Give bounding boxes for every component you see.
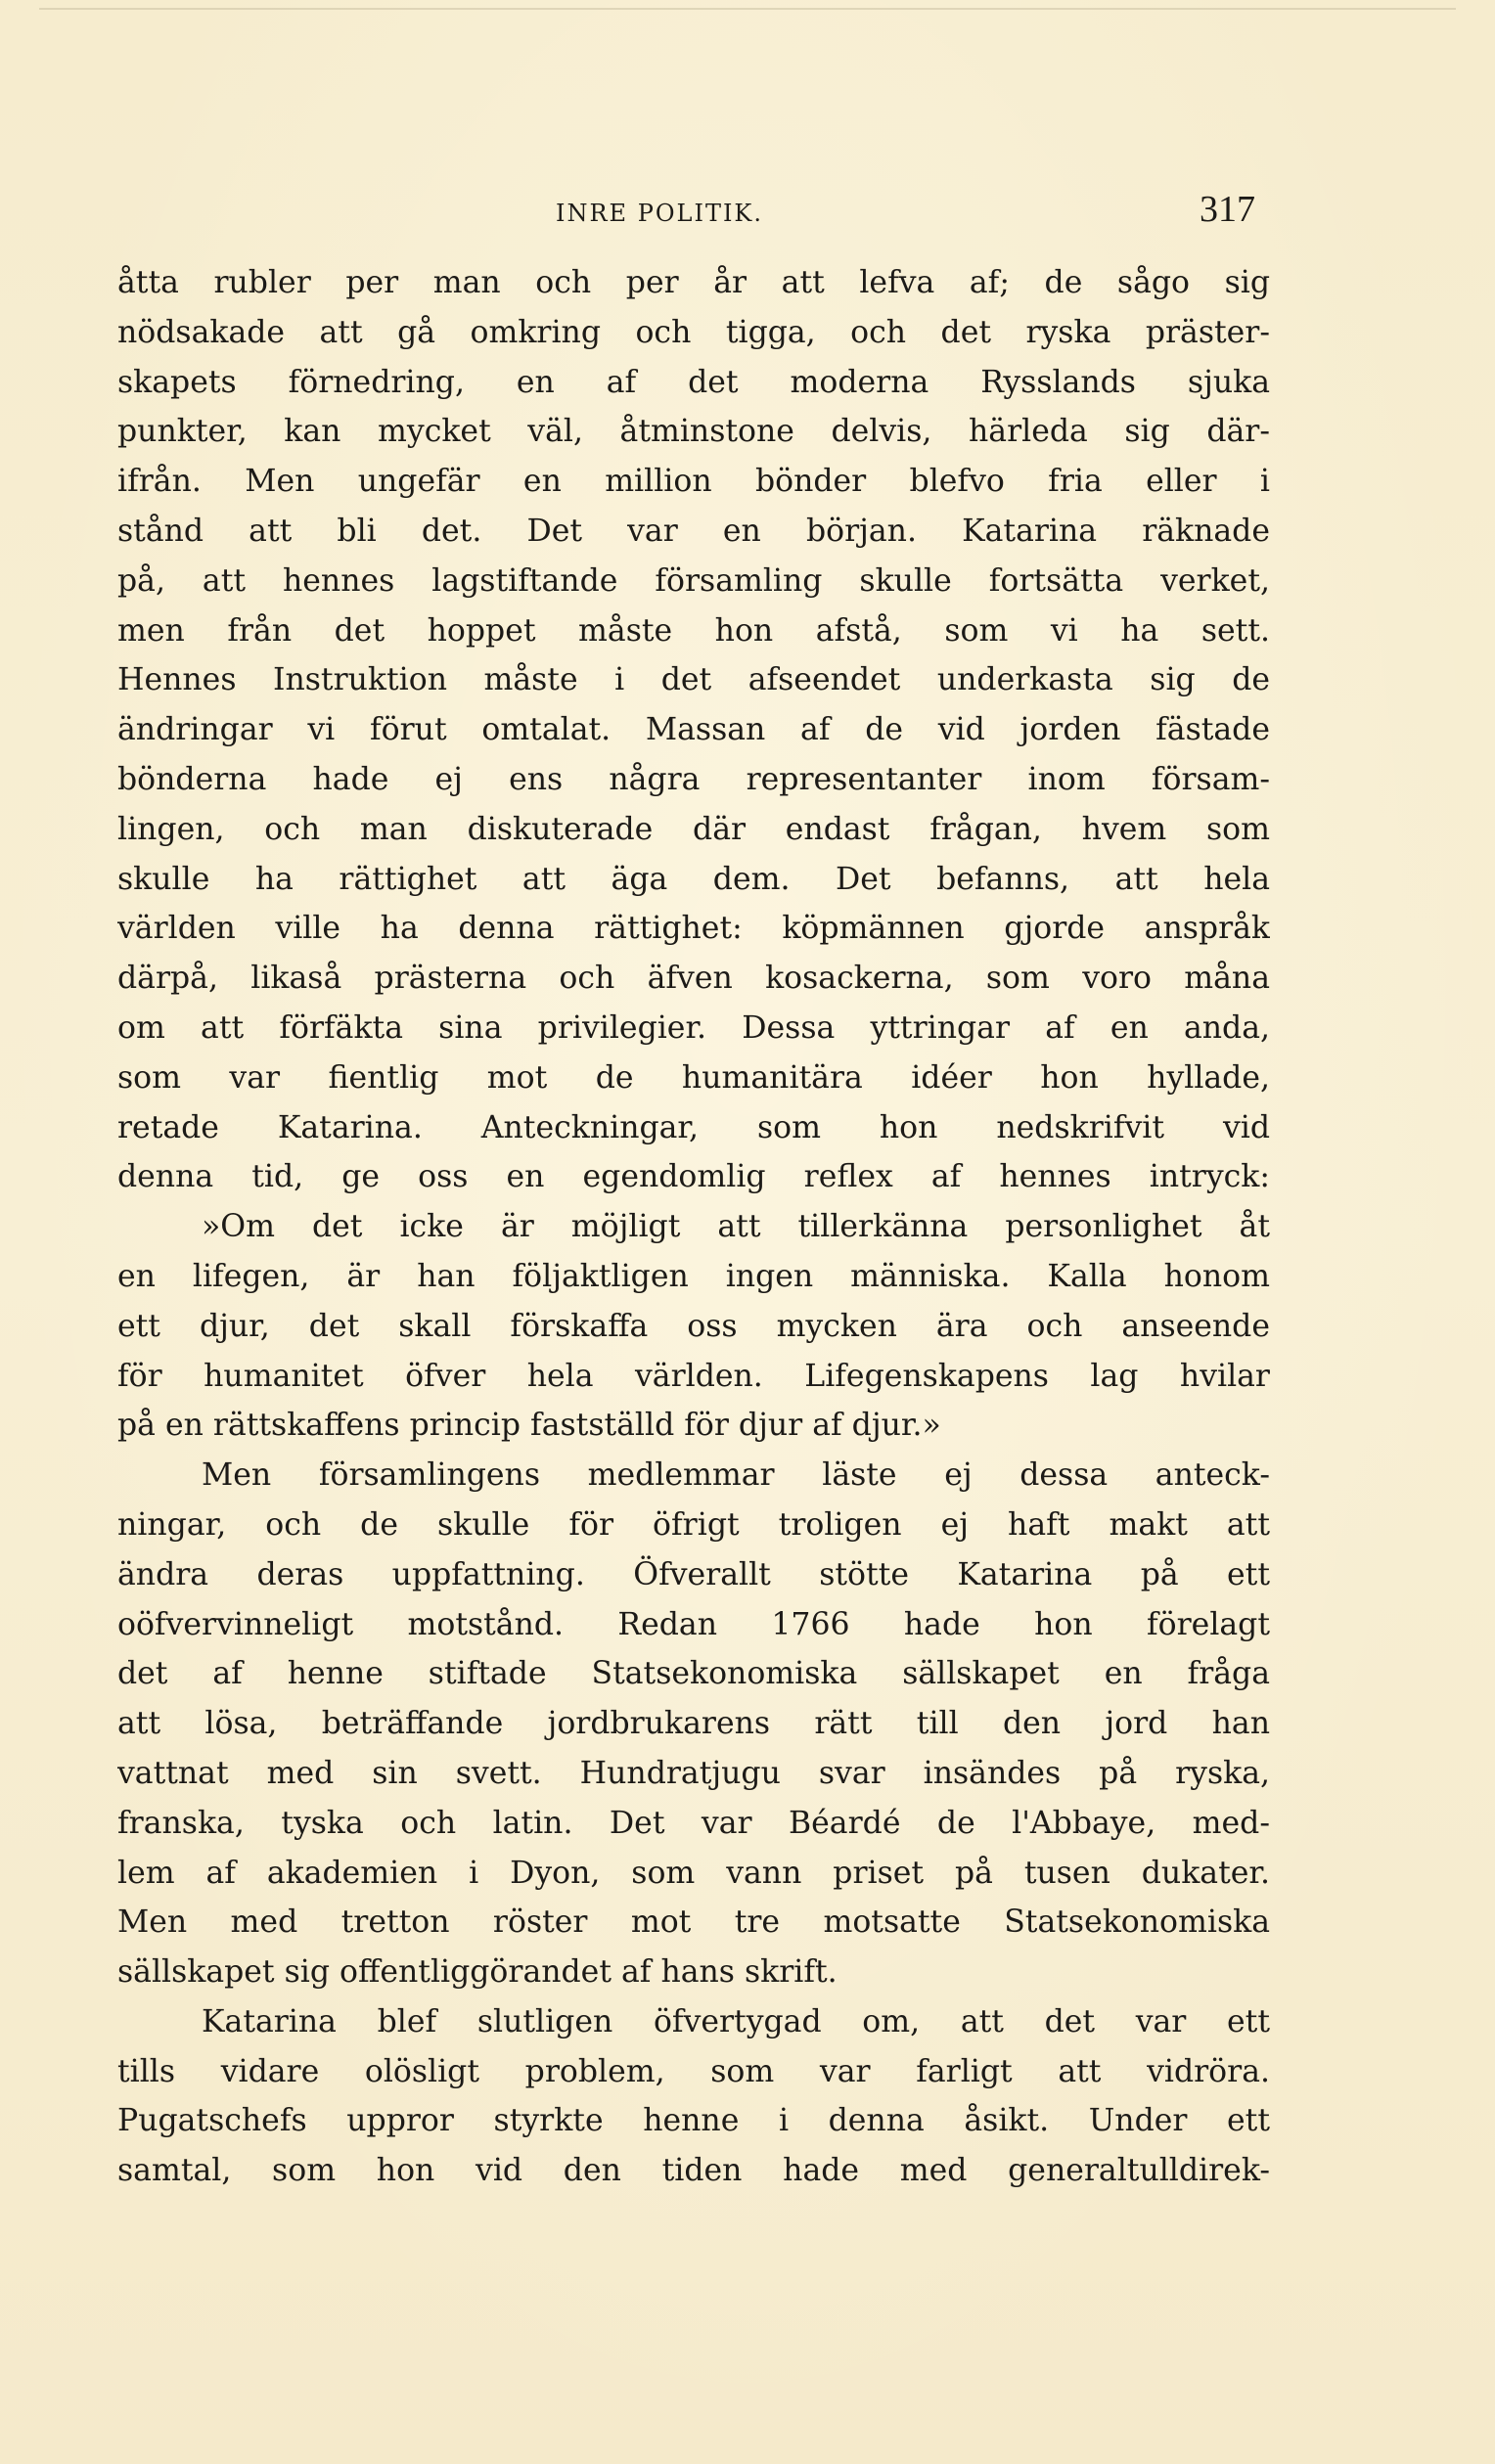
text-line: som var fientlig mot de humanitära idéer hon hyllade,: [117, 1059, 1270, 1096]
text-line: ändra deras uppfattning. Öfverallt stötte Katarina på ett: [117, 1556, 1270, 1592]
text-line: stånd att bli det. Det var en början. Katarina räknade: [117, 513, 1270, 549]
text-line: om att förfäkta sina privilegier. Dessa yttringar af en anda,: [117, 1009, 1270, 1046]
text-line: Hennes Instruktion måste i det afseendet underkasta sig de: [117, 662, 1270, 698]
text-line: skapets förnedring, en af det moderna Rysslands sjuka: [117, 364, 1270, 400]
quote-line: för humanitet öfver hela världen. Lifegenskapens lag hvilar: [117, 1358, 1270, 1394]
text-line: nödsakade att gå omkring och tigga, och det ryska präster-: [117, 314, 1270, 350]
text-line: men från det hoppet måste hon afstå, som vi ha sett.: [117, 612, 1270, 649]
body-text: [117, 258, 1270, 2196]
text-line: punkter, kan mycket väl, åtminstone delvis, härleda sig där-: [117, 414, 1270, 450]
text-line: tills vidare olösligt problem, som var farligt att vidröra.: [117, 2053, 1270, 2089]
text-line: samtal, som hon vid den tiden hade med generaltulldirek-: [117, 2153, 1270, 2189]
text-line: att lösa, beträffande jordbrukarens rätt till den jord han: [117, 1706, 1270, 1742]
text-line: åtta rubler per man och per år att lefva af; de sågo sig: [117, 265, 1270, 300]
text-line: vattnat med sin svett. Hundratjugu svar insändes på ryska,: [117, 1755, 1270, 1791]
quote-line: på en rättskaffens princip fastställd för djur af djur.»: [117, 1408, 941, 1444]
text-line: ningar, och de skulle för öfrigt troligen ej haft makt att: [117, 1506, 1270, 1543]
text-line: sällskapet sig offentliggörandet af hans skrift.: [117, 1954, 838, 1991]
text-line: världen ville ha denna rättighet: köpmännen gjorde anspråk: [117, 911, 1270, 947]
text-line: på, att hennes lagstiftande församling skulle fortsätta verket,: [117, 562, 1270, 599]
text-line: därpå, likaså prästerna och äfven kosackerna, som voro måna: [117, 961, 1270, 997]
text-line: Katarina blef slutligen öfvertygad om, att det var ett: [202, 2003, 1270, 2039]
text-line: retade Katarina. Anteckningar, som hon nedskrifvit vid: [117, 1109, 1270, 1145]
text-line: lingen, och man diskuterade där endast frågan, hvem som: [117, 811, 1270, 847]
text-line: lem af akademien i Dyon, som vann priset på tusen dukater.: [117, 1855, 1270, 1891]
running-title: INRE POLITIK.: [556, 200, 763, 227]
page-number: 317: [1200, 189, 1255, 230]
text-line: ändringar vi förut omtalat. Massan af de vid jorden fästade: [117, 712, 1270, 748]
text-line: oöfvervinneligt motstånd. Redan 1766 hade hon förelagt: [117, 1606, 1270, 1642]
page-top-edge: [39, 8, 1456, 10]
text-line: denna tid, ge oss en egendomlig reflex af hennes intryck:: [117, 1159, 1270, 1195]
text-line: Men med tretton röster mot tre motsatte Statsekonomiska: [117, 1904, 1270, 1941]
quote-line: »Om det icke är möjligt att tillerkänna personlighet åt: [202, 1209, 1270, 1245]
quote-line: ett djur, det skall förskaffa oss mycken ära och anseende: [117, 1308, 1270, 1344]
text-line: Men församlingens medlemmar läste ej dessa anteck-: [202, 1457, 1270, 1494]
page-header: [0, 188, 1495, 243]
text-line: franska, tyska och latin. Det var Béardé de l'Abbaye, med-: [117, 1805, 1270, 1841]
text-line: bönderna hade ej ens några representanter inom försam-: [117, 761, 1270, 797]
text-line: skulle ha rättighet att äga dem. Det befanns, att hela: [117, 861, 1270, 897]
text-line: ifrån. Men ungefär en million bönder blefvo fria eller i: [117, 464, 1270, 500]
text-line: det af henne stiftade Statsekonomiska sällskapet en fråga: [117, 1656, 1270, 1692]
quote-line: en lifegen, är han följaktligen ingen människa. Kalla honom: [117, 1258, 1270, 1294]
text-line: Pugatschefs uppror styrkte henne i denna åsikt. Under ett: [117, 2103, 1270, 2139]
